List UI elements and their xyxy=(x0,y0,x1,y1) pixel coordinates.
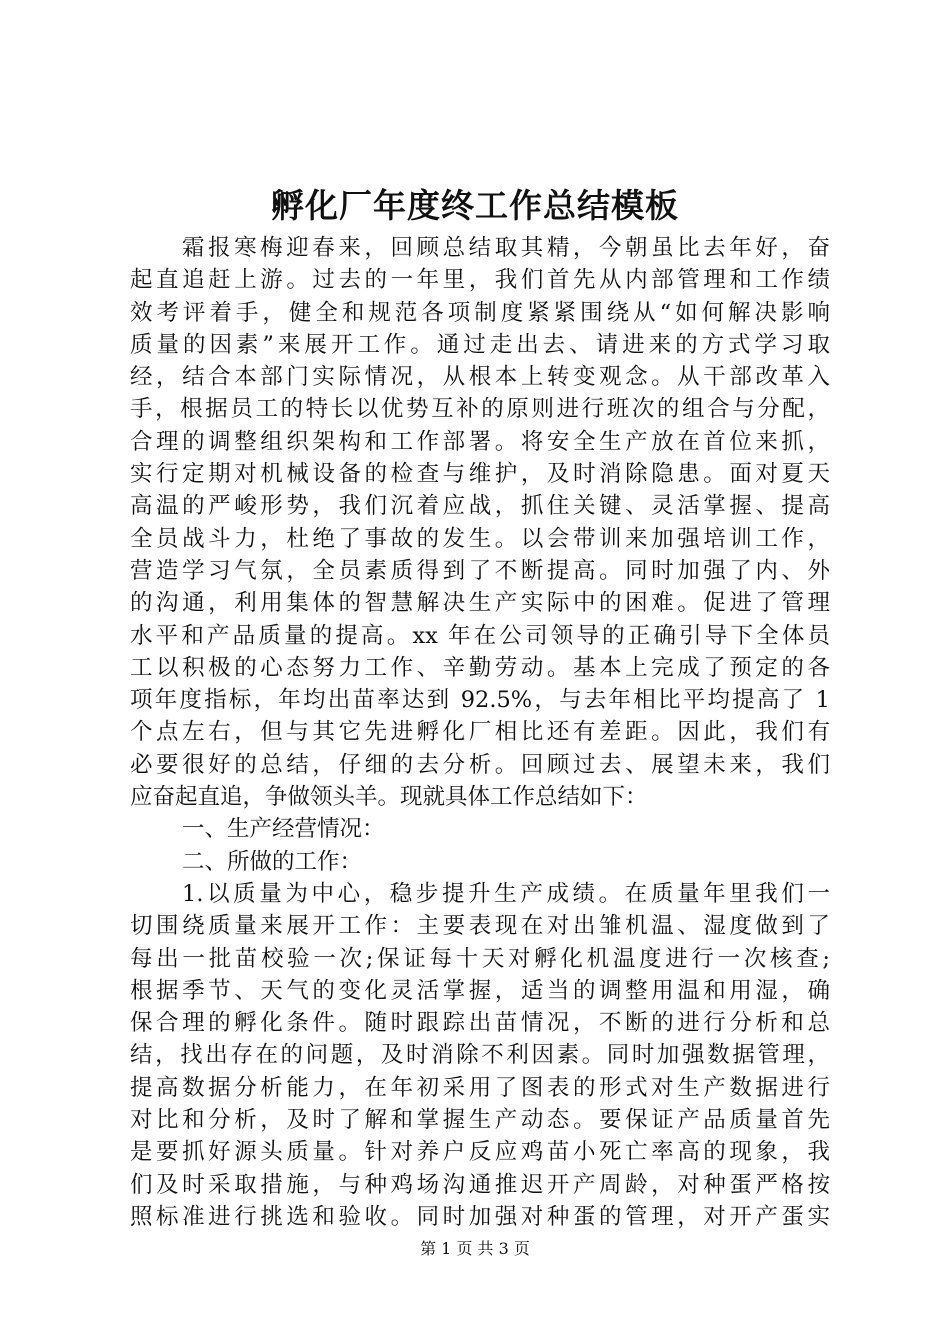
body-line: 们及时采取措施，与种鸡场沟通推迟开产周龄，对种蛋严格按 xyxy=(130,1171,830,1198)
body-line: 一、生产经营情况： xyxy=(182,816,385,843)
body-line: 个点左右，但与其它先进孵化厂相比还有差距。因此，我们有 xyxy=(130,719,830,746)
body-line: 1.以质量为中心，稳步提升生产成绩。在质量年里我们一 xyxy=(182,880,830,907)
body-line: 全员战斗力，杜绝了事故的发生。以会带训来加强培训工作， xyxy=(130,525,830,552)
body-line: 项年度指标，年均出苗率达到 92.5%，与去年相比平均提高了 1 xyxy=(130,687,830,714)
body-line: 对比和分析，及时了解和掌握生产动态。要保证产品质量首先 xyxy=(130,1107,830,1134)
body-line: 实行定期对机械设备的检查与维护，及时消除隐患。面对夏天 xyxy=(130,461,830,488)
page-indicator: 第 1 页 共 3 页 xyxy=(420,1239,530,1258)
body-line: 手，根据员工的特长以优势互补的原则进行班次的组合与分配， xyxy=(130,396,830,423)
body-line: 的沟通，利用集体的智慧解决生产实际中的困难。促进了管理 xyxy=(130,590,830,617)
body-line: 结，找出存在的问题，及时消除不利因素。同时加强数据管理， xyxy=(130,1042,830,1069)
body-line: 效考评着手，健全和规范各项制度紧紧围绕从“如何解决影响 xyxy=(130,299,830,326)
body-line: 必要很好的总结，仔细的去分析。回顾过去、展望未来，我们 xyxy=(130,751,830,778)
body-line: 起直追赶上游。过去的一年里，我们首先从内部管理和工作绩 xyxy=(130,267,830,294)
body-line: 高温的严峻形势，我们沉着应战，抓住关键、灵活掌握、提高 xyxy=(130,493,830,520)
document-body xyxy=(130,232,830,1233)
body-line: 提高数据分析能力，在年初采用了图表的形式对生产数据进行 xyxy=(130,1074,830,1101)
body-line: 照标准进行挑选和验收。同时加强对种蛋的管理，对开产蛋实 xyxy=(130,1203,830,1230)
body-line: 霜报寒梅迎春来，回顾总结取其精，今朝虽比去年好，奋 xyxy=(182,235,830,261)
body-line: 切围绕质量来展开工作：主要表现在对出雏机温、湿度做到了 xyxy=(130,913,830,940)
body-line: 保合理的孵化条件。随时跟踪出苗情况，不断的进行分析和总 xyxy=(130,1010,830,1037)
body-line: 根据季节、天气的变化灵活掌握，适当的调整用温和用湿，确 xyxy=(130,977,830,1004)
document-title: 孵化厂年度终工作总结模板 xyxy=(271,186,679,225)
body-line: 应奋起直追，争做领头羊。现就具体工作总结如下： xyxy=(130,784,648,811)
body-line: 水平和产品质量的提高。xx 年在公司领导的正确引导下全体员 xyxy=(130,622,830,649)
body-line: 工以积极的心态努力工作、辛勤劳动。基本上完成了预定的各 xyxy=(130,654,830,681)
body-line: 营造学习气氛，全员素质得到了不断提高。同时加强了内、外 xyxy=(130,557,830,584)
body-line: 是要抓好源头质量。针对养户反应鸡苗小死亡率高的现象，我 xyxy=(130,1139,830,1166)
body-line: 质量的因素”来展开工作。通过走出去、请进来的方式学习取 xyxy=(130,331,830,358)
body-line: 经，结合本部门实际情况，从根本上转变观念。从干部改革入 xyxy=(130,364,830,391)
body-line: 每出一批苗校验一次;保证每十天对孵化机温度进行一次核查; xyxy=(130,945,830,972)
body-line: 合理的调整组织架构和工作部署。将安全生产放在首位来抓， xyxy=(130,428,830,455)
body-line: 二、所做的工作： xyxy=(182,848,363,875)
